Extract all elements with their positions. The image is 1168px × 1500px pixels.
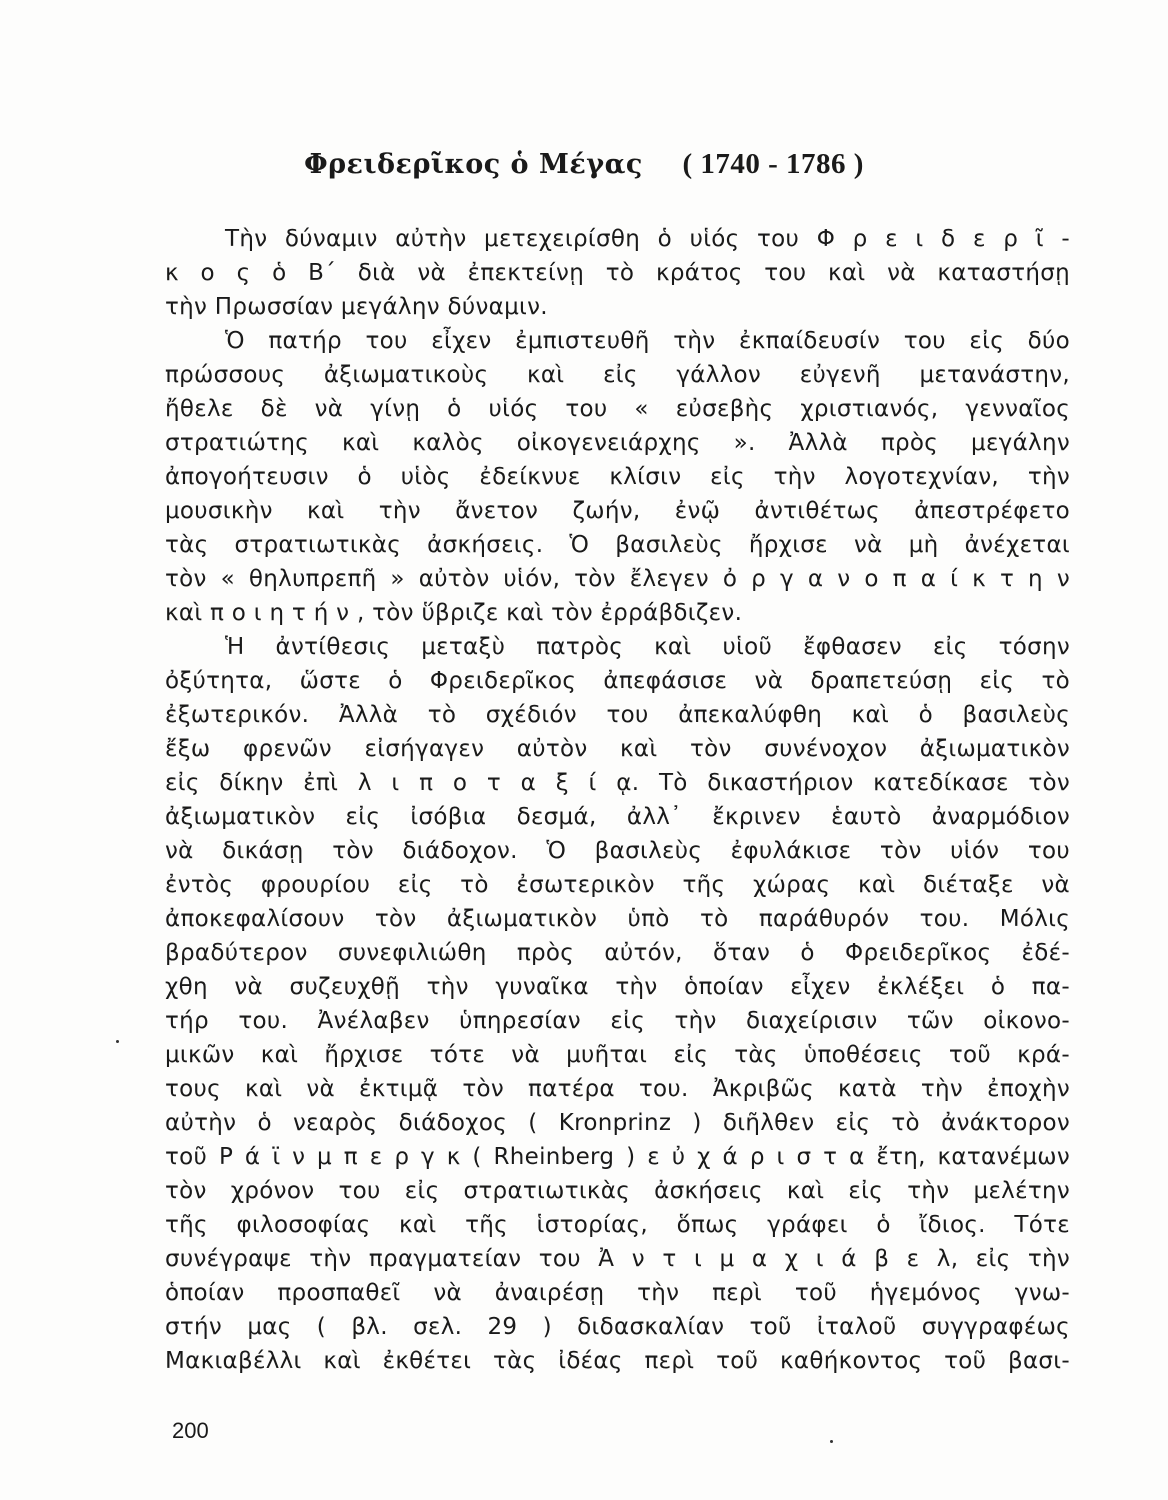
text-line: ἐξωτερικόν. Ἀλλὰ τὸ σχέδιόν του ἀπεκαλύφθη καὶ ὁ βασιλεὺς — [165, 702, 1070, 728]
scan-speck — [830, 1440, 833, 1443]
text-line: ἀποκεφαλίσουν τὸν ἀξιωματικὸν ὑπὸ τὸ παράθυρόν του. Μόλις — [165, 906, 1070, 932]
text-line: τὰς στρατιωτικὰς ἀσκήσεις. Ὁ βασιλεὺς ἤρχισε νὰ μὴ ἀνέχεται — [165, 532, 1070, 558]
text-line: στρατιώτης καὶ καλὸς οἰκογενειάρχης ». Ἀλλὰ πρὸς μεγάλην — [165, 430, 1070, 456]
text-line: Μακιαβέλλι καὶ ἐκθέτει τὰς ἰδέας περὶ τοῦ καθήκοντος τοῦ βασι- — [165, 1348, 1070, 1374]
text-line: ἤθελε δὲ νὰ γίνῃ ὁ υἱός του « εὐσεβὴς χριστιανός, γενναῖος — [165, 396, 1070, 422]
text-line: ὁποίαν προσπαθεῖ νὰ ἀναιρέσῃ τὴν περὶ τοῦ ἡγεμόνος γνω- — [165, 1280, 1070, 1306]
text-line: τὸν « θηλυπρεπῆ » αὐτὸν υἱόν, τὸν ἔλεγεν ὀ ρ γ α ν ο π α ί κ τ η ν — [165, 566, 1070, 592]
text-line: πρώσσους ἀξιωματικοὺς καὶ εἰς γάλλον εὐγενῆ μετανάστην, — [165, 362, 1070, 388]
chapter-title-years: ( 1740 - 1786 ) — [682, 148, 864, 180]
text-line: τῆς φιλοσοφίας καὶ τῆς ἱστορίας, ὅπως γράφει ὁ ἴδιος. Τότε — [165, 1212, 1070, 1238]
page-number: 200 — [172, 1418, 209, 1443]
text-line: τήρ του. Ἀνέλαβεν ὑπηρεσίαν εἰς τὴν διαχείρισιν τῶν οἰκονο- — [165, 1008, 1070, 1034]
text-line: μουσικὴν καὶ τὴν ἄνετον ζωήν, ἐνῷ ἀντιθέτως ἀπεστρέφετο — [165, 498, 1070, 524]
text-line: τους καὶ νὰ ἐκτιμᾷ τὸν πατέρα του. Ἀκριβῶς κατὰ τὴν ἐποχὴν — [165, 1076, 1070, 1102]
text-line: συνέγραψε τὴν πραγματείαν του Ἀ ν τ ι μ α χ ι ά β ε λ, εἰς τὴν — [165, 1246, 1070, 1272]
text-line: κ ο ς ὁ Β΄ διὰ νὰ ἐπεκτείνῃ τὸ κράτος του καὶ νὰ καταστήσῃ — [165, 260, 1070, 286]
text-line: Ὁ πατήρ του εἶχεν ἐμπιστευθῆ τὴν ἐκπαίδευσίν του εἰς δύο — [225, 328, 1070, 354]
text-line: Ἡ ἀντίθεσις μεταξὺ πατρὸς καὶ υἱοῦ ἔφθασεν εἰς τόσην — [225, 634, 1070, 660]
text-line: Τὴν δύναμιν αὐτὴν μετεχειρίσθη ὁ υἱός του Φ ρ ε ι δ ε ρ ῖ - — [225, 226, 1070, 252]
text-line: τὴν Πρωσσίαν μεγάλην δύναμιν. — [165, 294, 548, 320]
text-line: μικῶν καὶ ἤρχισε τότε νὰ μυῆται εἰς τὰς ὑποθέσεις τοῦ κρά- — [165, 1042, 1070, 1068]
text-line: τὸν χρόνον του εἰς στρατιωτικὰς ἀσκήσεις καὶ εἰς τὴν μελέτην — [165, 1178, 1070, 1204]
text-line: ὀξύτητα, ὥστε ὁ Φρειδερῖκος ἀπεφάσισε νὰ δραπετεύσῃ εἰς τὸ — [165, 668, 1070, 694]
text-line: αὐτὴν ὁ νεαρὸς διάδοχος ( Kronprinz ) διῆλθεν εἰς τὸ ἀνάκτορον — [165, 1110, 1070, 1136]
text-line: χθη νὰ συζευχθῇ τὴν γυναῖκα τὴν ὁποίαν εἶχεν ἐκλέξει ὁ πα- — [165, 974, 1070, 1000]
scan-speck — [116, 1040, 119, 1043]
text-line: στήν μας ( βλ. σελ. 29 ) διδασκαλίαν τοῦ ἰταλοῦ συγγραφέως — [165, 1314, 1070, 1340]
chapter-title-name: Φρειδερῖκος ὁ Μέγας — [304, 149, 643, 180]
text-line: τοῦ Ρ ά ϊ ν μ π ε ρ γ κ ( Rheinberg ) ε ὐ χ ά ρ ι σ τ α ἔτη, κατανέμων — [165, 1144, 1070, 1170]
text-line: νὰ δικάσῃ τὸν διάδοχον. Ὁ βασιλεὺς ἐφυλάκισε τὸν υἱόν του — [165, 838, 1070, 864]
text-line: καὶ π ο ι η τ ή ν , τὸν ὕβριζε καὶ τὸν ἐρράβδιζεν. — [165, 600, 743, 626]
text-line: βραδύτερον συνεφιλιώθη πρὸς αὐτόν, ὅταν ὁ Φρειδερῖκος ἐδέ- — [165, 940, 1070, 966]
text-line: εἰς δίκην ἐπὶ λ ι π ο τ α ξ ί ᾳ. Τὸ δικαστήριον κατεδίκασε τὸν — [165, 770, 1070, 796]
text-line: ἀξιωματικὸν εἰς ἰσόβια δεσμά, ἀλλ᾽ ἔκρινεν ἑαυτὸ ἀναρμόδιον — [165, 804, 1070, 830]
text-line: ἐντὸς φρουρίου εἰς τὸ ἐσωτερικὸν τῆς χώρας καὶ διέταξε νὰ — [165, 872, 1070, 898]
text-line: ἔξω φρενῶν εἰσήγαγεν αὐτὸν καὶ τὸν συνένοχον ἀξιωματικὸν — [165, 736, 1070, 762]
text-line: ἀπογοήτευσιν ὁ υἱὸς ἐδείκνυε κλίσιν εἰς τὴν λογοτεχνίαν, τὴν — [165, 464, 1070, 490]
chapter-title — [0, 148, 1168, 181]
